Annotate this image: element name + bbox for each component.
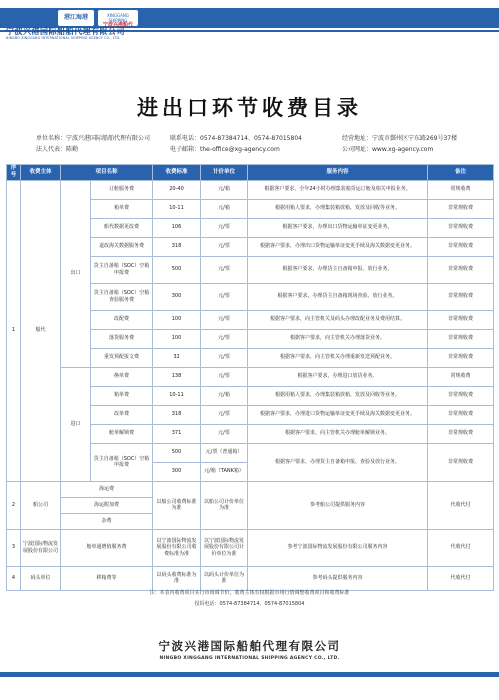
- cell-item: 退改海关数据服务费: [91, 237, 153, 256]
- cell-unit: 元/箱: [201, 199, 248, 218]
- footer-rule: [0, 672, 499, 677]
- cell-content: 根据客户要求，全年24小时办理集装箱货运订舱及相关申报业务。: [248, 180, 428, 199]
- col-header-subject: 收费主体: [21, 165, 61, 181]
- cell-item: 货主自备箱（SOC）空箱申报费: [91, 256, 153, 283]
- cell-remark: 非常规收费: [428, 348, 494, 367]
- cell-std: 500: [153, 443, 201, 462]
- cell-item: 货主自备箱（SOC）空箱申报费: [91, 443, 153, 481]
- cell-content: 根据客户要求，向主管机关办理重新发送预配业务。: [248, 348, 428, 367]
- cell-unit: 元/票: [201, 237, 248, 256]
- cell-subject: 船代: [21, 180, 61, 481]
- header-company-en: NINGBO XINGGANG INTERNATIONAL SHIPPING AGENCY CO., LTD.: [6, 36, 121, 40]
- cell-item: 海运费: [61, 481, 153, 497]
- cell-content: 根据客户要求，办理出口货物运输单证变更业务。: [248, 218, 428, 237]
- cell-std: 318: [153, 405, 201, 424]
- fee-table: [6, 164, 494, 591]
- cell-unit: 元/票（普通箱）: [201, 443, 248, 462]
- cell-std: 300: [153, 462, 201, 481]
- table-row: [7, 180, 494, 199]
- company-logo: [98, 10, 138, 26]
- cell-unit: 元/票: [201, 218, 248, 237]
- table-row: [7, 367, 494, 386]
- cell-item: 重发预配报文费: [91, 348, 153, 367]
- cell-unit: 以船公司计价单位为准: [201, 481, 248, 529]
- cell-std: 32: [153, 348, 201, 367]
- info-address: 经营地址：宁波市鄞州区宁东路269号37楼: [342, 135, 458, 142]
- info-legal-rep: 法人代表：陈勤: [36, 146, 79, 153]
- cell-seq: 4: [7, 566, 21, 590]
- cell-item: 船代数据更改费: [91, 218, 153, 237]
- cell-unit: 元/箱: [201, 180, 248, 199]
- cell-unit: 以码头计价单位为准: [201, 566, 248, 590]
- cell-unit: 元/票: [201, 367, 248, 386]
- cell-remark: 非常规收费: [428, 237, 494, 256]
- cell-content: 参考船公司提供服务内容: [248, 481, 428, 529]
- cell-std: 以宁波国际物流发展股份有限公司收费标准为准: [153, 529, 201, 566]
- cell-unit: 元/票: [201, 405, 248, 424]
- cell-item: 移箱费等: [61, 566, 153, 590]
- cell-unit: 元/票: [201, 424, 248, 443]
- cell-std: 100: [153, 310, 201, 329]
- info-website[interactable]: 公司网址：www.xg-agency.com: [342, 146, 434, 153]
- cell-content: 根据客户要求，向主管机关办理舱单解锁业务。: [248, 424, 428, 443]
- cell-remark: 非常规收费: [428, 405, 494, 424]
- cell-remark: 非常规收费: [428, 310, 494, 329]
- col-header-unit: 计价单位: [201, 165, 248, 181]
- cell-std: 100: [153, 329, 201, 348]
- cell-item: 舱单解锁费: [91, 424, 153, 443]
- table-header-row: [7, 165, 494, 181]
- cell-content: 根据客户要求，办理进口货物运输单证变更手续及海关数据变更业务。: [248, 405, 428, 424]
- cell-unit: 元/箱: [201, 386, 248, 405]
- cell-content: 根据客户要求，向主管机关办理落货业务。: [248, 329, 428, 348]
- cell-unit: 元/票: [201, 310, 248, 329]
- cell-item: 落货服务费: [91, 329, 153, 348]
- cell-item: 改单费: [91, 405, 153, 424]
- cell-remark: 非常规收费: [428, 199, 494, 218]
- col-header-seq: 序号: [7, 165, 21, 181]
- col-header-item: 项目名称: [61, 165, 153, 181]
- cell-remark: 非常规收费: [428, 386, 494, 405]
- cell-remark: 代收代付: [428, 529, 494, 566]
- cell-std: 106: [153, 218, 201, 237]
- cell-unit: 元/票: [201, 348, 248, 367]
- cell-std: 300: [153, 283, 201, 310]
- cell-content: 参考宁波国际物流发展股份有限公司服务内容: [248, 529, 428, 566]
- info-email[interactable]: 电子邮箱：the-office@xg-agency.com: [170, 146, 280, 153]
- footer-company-cn: 宁波兴港国际船舶代理有限公司: [158, 639, 341, 653]
- cell-unit: 元/票: [201, 329, 248, 348]
- cell-remark: 代收代付: [428, 566, 494, 590]
- cell-item: 箱单费: [91, 386, 153, 405]
- cell-item: 舱单通增值服务费: [61, 529, 153, 566]
- page-title: 进出口环节收费目录: [137, 96, 362, 120]
- cell-content: 根据客户要求，办理出口货物运输单证变更手续及海关数据变更业务。: [248, 237, 428, 256]
- port-logo: 港江海港: [58, 10, 94, 26]
- table-row: [7, 566, 494, 590]
- cell-seq: 1: [7, 180, 21, 481]
- cell-std: 20-40: [153, 180, 201, 199]
- cell-std: 10-11: [153, 386, 201, 405]
- cell-item: 改配费: [91, 310, 153, 329]
- cell-export-label: 出口: [61, 180, 91, 367]
- cell-std: 371: [153, 424, 201, 443]
- cell-std: 以码头收费标准为准: [153, 566, 201, 590]
- cell-content: 参考码头提供服务内容: [248, 566, 428, 590]
- cell-content: 根据客户要求，向主管机关及码头办理改配业务及费用结算。: [248, 310, 428, 329]
- cell-std: 10-11: [153, 199, 201, 218]
- cell-remark: 非常规收费: [428, 256, 494, 283]
- cell-remark: 非常规收费: [428, 329, 494, 348]
- cell-std: 以船公司收费标准为准: [153, 481, 201, 529]
- cell-seq: 2: [7, 481, 21, 529]
- cell-content: 根据客户要求，办理货主自备箱现场查验、放行业务。: [248, 283, 428, 310]
- col-header-remark: 备注: [428, 165, 494, 181]
- cell-seq: 3: [7, 529, 21, 566]
- cell-std: 500: [153, 256, 201, 283]
- info-unit: 单位名称：宁波兴港国际船舶代理有限公司: [36, 135, 151, 142]
- cell-unit: 以宁波国际物流发展股份有限公司计价单位为准: [201, 529, 248, 566]
- cell-std: 138: [153, 367, 201, 386]
- cell-remark: 代收代付: [428, 481, 494, 529]
- note-line: 注：本表内收费项目实行市场调节价，收费主体有权根据市场行情调整收费项目和收费标准: [149, 590, 350, 596]
- header-company-cn: 宁波兴港国际船舶代理有限公司: [6, 27, 125, 36]
- cell-subject: 码头单位: [21, 566, 61, 590]
- cell-std: 318: [153, 237, 201, 256]
- logo-en-text: XINGGANG SHIPPING: [107, 13, 129, 23]
- cell-remark: 非常规收费: [428, 283, 494, 310]
- cell-content: 根据用箱人要求，办理集装箱放箱、发放及回收等业务。: [248, 386, 428, 405]
- cell-content: 根据客户要求，办理货主自备箱申报、放行业务。: [248, 256, 428, 283]
- cell-unit: 元/票: [201, 256, 248, 283]
- cell-content: 根据客户要求，办理进口放货业务。: [248, 367, 428, 386]
- cell-remark: 非常规收费: [428, 443, 494, 481]
- cell-item: 杂费: [61, 513, 153, 529]
- cell-subject: 船公司: [21, 481, 61, 529]
- cell-subject: 宁波国际物流发展股份有限公司: [21, 529, 61, 566]
- footer-company-en: NINGBO XINGGANG INTERNATIONAL SHIPPING AGENCY CO., LTD.: [159, 656, 340, 661]
- col-header-std: 收费标准: [153, 165, 201, 181]
- cell-item: 订舱服务费: [91, 180, 153, 199]
- cell-remark: 非常规收费: [428, 424, 494, 443]
- cell-unit: 元/票: [201, 283, 248, 310]
- cell-item: 海运附加费: [61, 497, 153, 513]
- cell-content: 根据客户要求，办理货主自备箱申报、查验及放行业务。: [248, 443, 428, 481]
- table-row: [7, 481, 494, 497]
- logo-cn-text: 宁波兴港船代: [102, 22, 133, 28]
- info-phone: 联系电话：0574-87384714、0574-87015804: [170, 135, 302, 142]
- cell-item: 箱单费: [91, 199, 153, 218]
- table-row: [7, 529, 494, 566]
- cell-remark: 常规收费: [428, 367, 494, 386]
- cell-import-label: 进口: [61, 367, 91, 481]
- cell-unit: 元/箱（TANK箱）: [201, 462, 248, 481]
- cell-item: 换单费: [91, 367, 153, 386]
- complaint-phone: 投诉电话：0574-87384714、0574-87015804: [194, 601, 305, 607]
- col-header-content: 服务内容: [248, 165, 428, 181]
- cell-remark: 常规收费: [428, 180, 494, 199]
- cell-content: 根据用箱人要求，办理集装箱放箱、发放及回收等业务。: [248, 199, 428, 218]
- cell-item: 货主自备箱（SOC）空箱查验服务费: [91, 283, 153, 310]
- cell-remark: 非常规收费: [428, 218, 494, 237]
